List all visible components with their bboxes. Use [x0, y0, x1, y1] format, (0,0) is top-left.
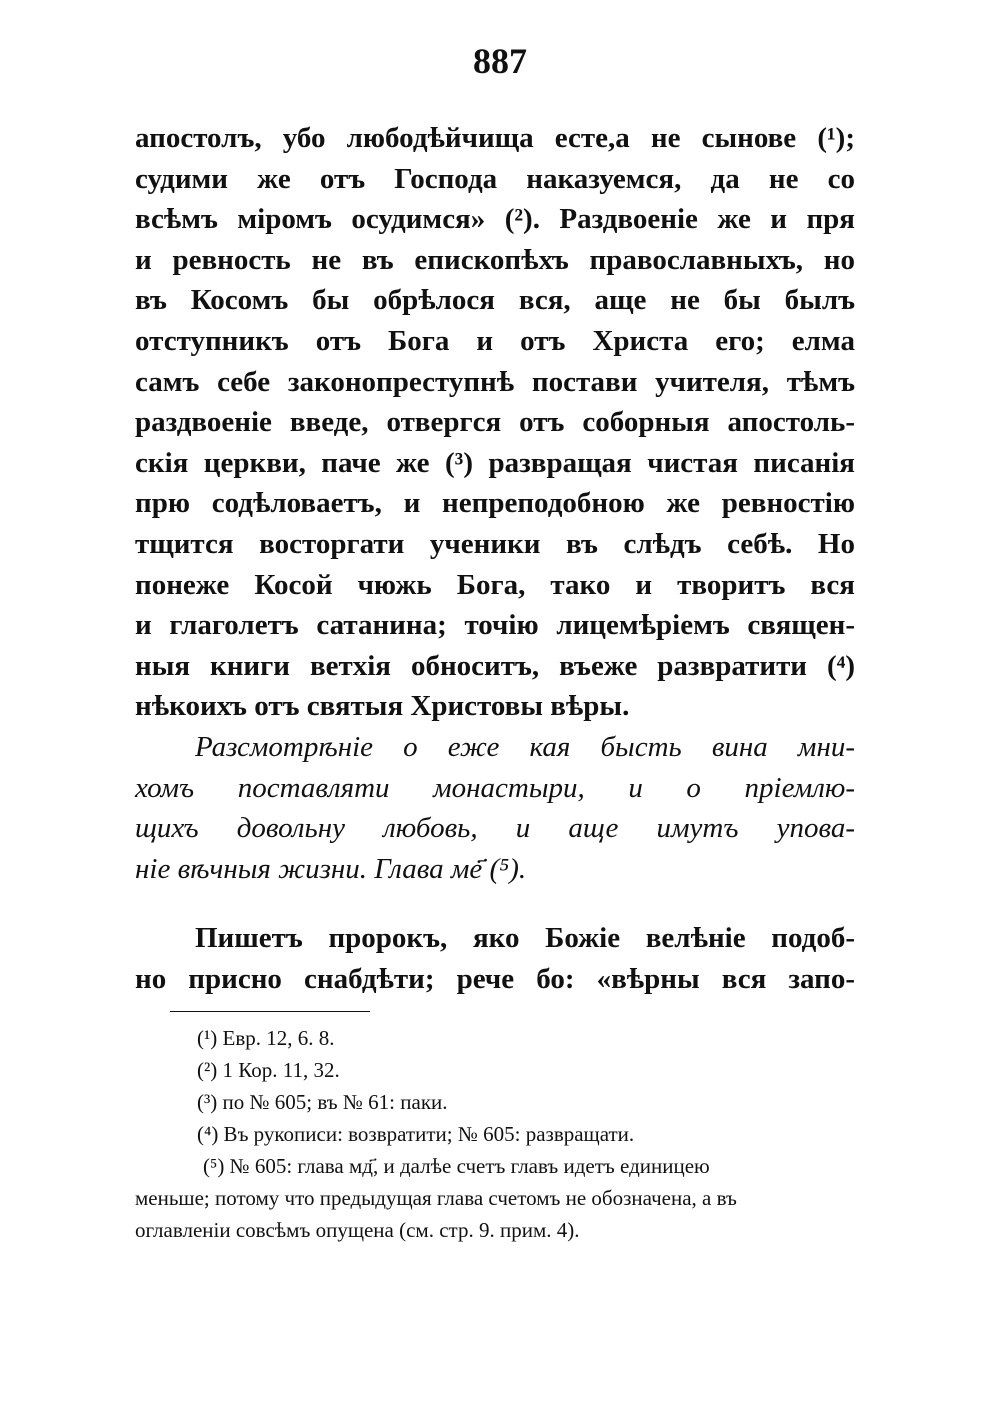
footnote: (¹) Евр. 12, 6. 8.: [197, 1026, 335, 1050]
heading-line: щихъ довольну любовь, и аще имутъ упова-: [135, 812, 855, 845]
second-paragraph: [135, 918, 855, 999]
heading-line: Разсмотрѣніе о еже кая бысть вина мни-: [195, 731, 855, 763]
footnote: (²) 1 Кор. 11, 32.: [197, 1058, 340, 1082]
footnote: (⁴) Въ рукописи: возвратити; № 605: развращати.: [197, 1122, 635, 1146]
text-line: прю содѣловаетъ, и непреподобною же ревностію: [135, 487, 855, 520]
main-paragraph: [135, 118, 855, 727]
text-line: апостолъ, убо любодѣйчища есте,а не сынове (¹);: [135, 122, 855, 154]
footnote-divider: [170, 1011, 370, 1012]
text-line: отступникъ отъ Бога и отъ Христа его; елма: [135, 324, 855, 357]
chapter-heading: [135, 727, 855, 889]
text-line: самъ себе законопреступнѣ постави учителя, тѣмъ: [135, 365, 855, 398]
footnote: (⁵) № 605: глава мд҃, и далѣе счетъ главъ идетъ единицею: [203, 1154, 710, 1178]
text-line: всѣмъ міромъ осудимся» (²). Раздвоеніе же и пря: [135, 203, 855, 236]
text-line: ныя книги ветхія обноситъ, въеже развратити (⁴): [135, 649, 855, 682]
text-line: Пишетъ пророкъ, яко Божіе велѣніе подоб-: [195, 922, 855, 954]
footnote-continuation: оглавленіи совсѣмъ опущена (см. стр. 9. прим. 4).: [135, 1218, 580, 1242]
text-line: тщится восторгати ученики въ слѣдъ себѣ. Но: [135, 527, 855, 560]
heading-line: ніе вѣчныя жизни. Глава ме҃ (⁵).: [135, 852, 527, 885]
footnote-continuation: меньше; потому что предыдущая глава счетомъ не обозначена, а въ: [135, 1186, 737, 1210]
page-number: 887: [473, 41, 527, 81]
footnote: (³) по № 605; въ № 61: паки.: [197, 1090, 448, 1114]
text-line: раздвоеніе введе, отвергся отъ соборныя апостоль-: [135, 406, 855, 439]
text-line: и глаголетъ сатанина; точію лицемѣріемъ священ-: [135, 609, 855, 642]
heading-line: хомъ поставляти монастыри, и о пріемлю-: [135, 771, 855, 804]
text-line: нѣкоихъ отъ святыя Христовы вѣры.: [135, 690, 630, 723]
text-line: но присно снабдѣти; рече бо: «вѣрны вся запо-: [135, 962, 855, 995]
text-line: судими же отъ Господа наказуемся, да не со: [135, 162, 855, 195]
text-line: въ Косомъ бы обрѣлося вся, аще не бы былъ: [135, 284, 855, 317]
text-line: скія церкви, паче же (³) развращая чистая писанія: [135, 446, 855, 479]
text-line: понеже Косой чюжь Бога, тако и творитъ вся: [135, 568, 855, 601]
footnotes: [135, 1022, 855, 1246]
text-line: и ревность не въ епископѣхъ православныхъ, но: [135, 243, 855, 276]
